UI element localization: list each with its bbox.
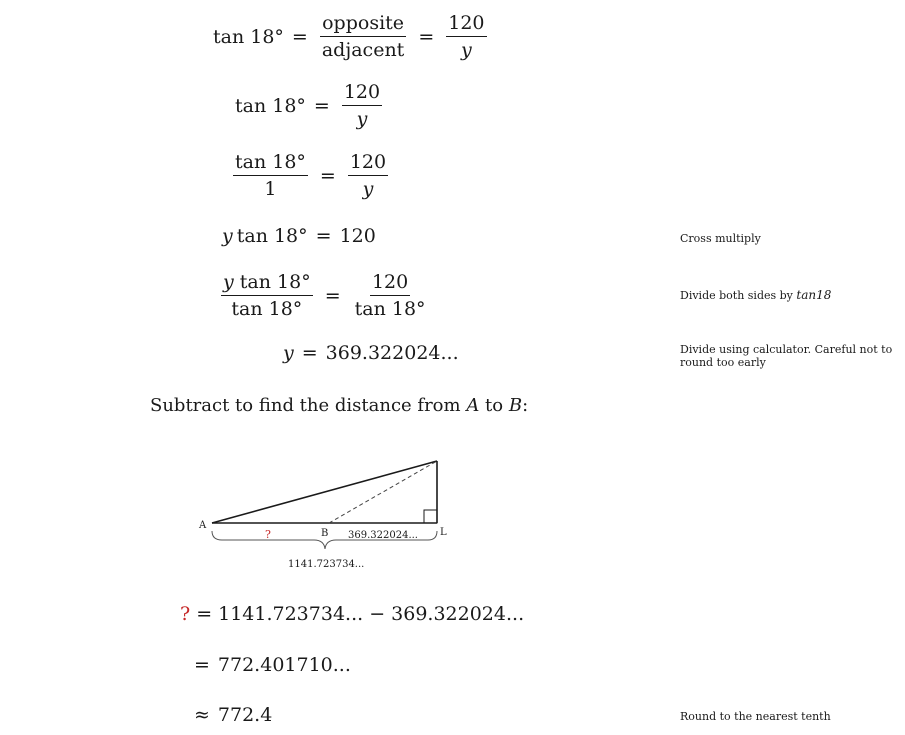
rounded-value: 772.4: [217, 704, 273, 726]
approx-sign: ≈: [194, 704, 210, 726]
label-a: A: [199, 520, 207, 531]
denominator: y: [356, 108, 368, 130]
equals-sign: =: [324, 284, 341, 307]
label-l: L: [440, 527, 447, 538]
heading-mid: to: [479, 395, 509, 416]
equation-rounded: [194, 706, 272, 725]
point-a: A: [466, 395, 480, 416]
numerator: 120: [348, 153, 388, 176]
rhs: 369.322024...: [325, 342, 459, 364]
denominator: y: [461, 39, 472, 61]
equals-sign: =: [315, 225, 332, 247]
equals-sign: =: [301, 342, 318, 364]
equation-subtraction: [180, 605, 524, 624]
tan-term: tan 18°: [236, 225, 308, 247]
difference-value: 772.401710...: [217, 654, 351, 676]
variable-y: y: [222, 225, 233, 247]
right-angle-marker: [424, 510, 437, 523]
heading-suffix: :: [522, 395, 529, 416]
note-calculator: Divide using calculator. Careful not to round too early: [680, 343, 893, 369]
numerator: 120: [370, 273, 410, 296]
equals-sign: =: [194, 654, 210, 676]
tan-term: tan 18°: [239, 271, 311, 293]
label-question: ?: [265, 528, 271, 541]
unknown-question: ?: [180, 603, 191, 625]
equals-sign: =: [313, 94, 330, 117]
equals-sign: =: [291, 25, 308, 48]
lhs: tan 18°: [213, 25, 284, 48]
variable-y: y: [283, 342, 294, 364]
equals-sign: =: [319, 164, 336, 187]
rhs: 120: [339, 225, 376, 247]
numerator: 120: [446, 14, 486, 37]
subtraction-expr: 1141.723734... − 369.322024...: [218, 603, 525, 625]
label-b: B: [321, 528, 329, 539]
label-bl-length: 369.322024...: [348, 530, 418, 541]
hypotenuse-line: [212, 461, 437, 523]
numerator: opposite: [320, 14, 406, 37]
label-total-length: 1141.723734...: [288, 559, 365, 570]
equation-difference: [194, 656, 351, 675]
dashed-line-b: [329, 461, 437, 523]
denominator: 1: [264, 178, 277, 200]
point-b: B: [508, 395, 523, 416]
denominator: y: [362, 178, 374, 200]
lhs: tan 18°: [235, 94, 306, 117]
denominator: tan 18°: [231, 298, 303, 320]
note-cross-multiply: Cross multiply: [680, 232, 761, 245]
equals-sign: =: [196, 603, 213, 625]
numerator: 120: [342, 83, 382, 106]
denominator: adjacent: [321, 39, 405, 61]
note-round: Round to the nearest tenth: [680, 710, 831, 723]
numerator: tan 18°: [233, 153, 308, 176]
denominator: tan 18°: [354, 298, 426, 320]
heading-prefix: Subtract to find the distance from: [150, 395, 467, 416]
note-text: Divide both sides by: [680, 289, 797, 302]
note-math: tan18: [796, 288, 832, 302]
equals-sign: =: [418, 25, 435, 48]
variable-y: y: [223, 271, 234, 293]
